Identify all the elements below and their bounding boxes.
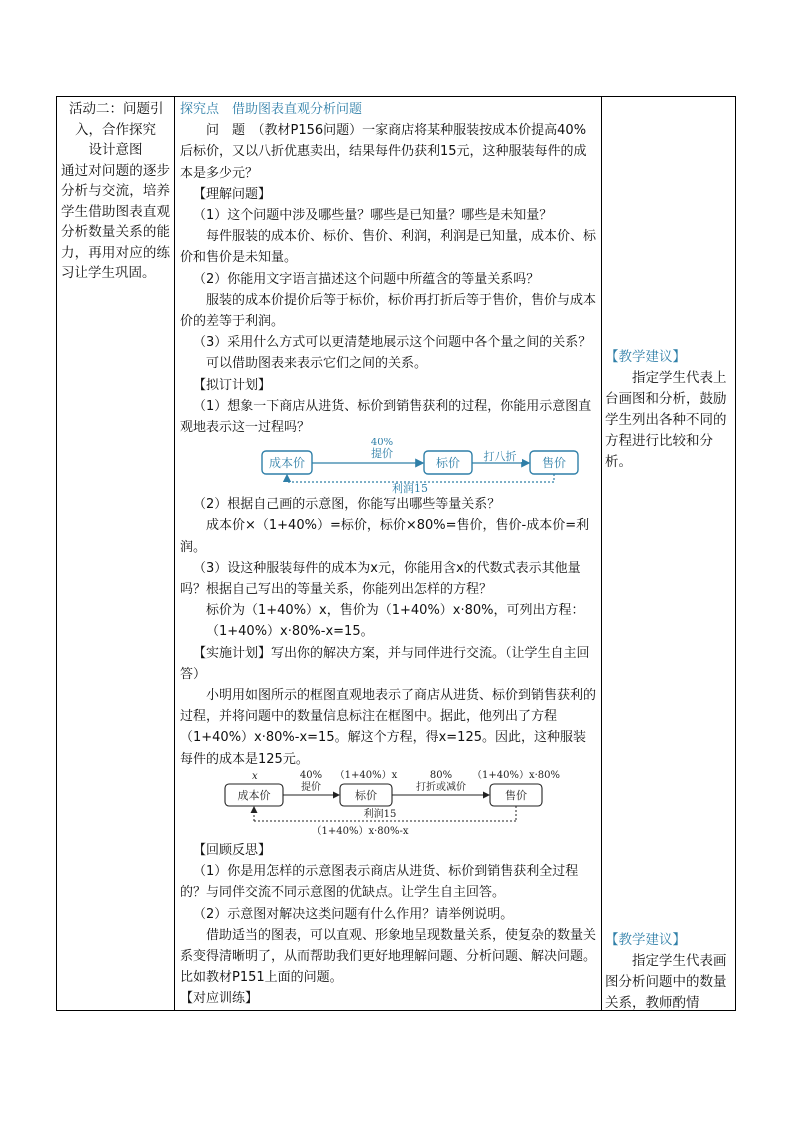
answer-3: 可以借助图表来表示它们之间的关系。 xyxy=(206,356,428,372)
cost-label: 成本价 xyxy=(268,456,306,471)
plan-answer-3: 标价为（1+40%）x，售价为（1+40%）x·80%，可列出方程： xyxy=(206,603,585,619)
suggestion-column xyxy=(601,97,737,1010)
review-title: 【回顾反思】 xyxy=(193,842,272,858)
design-intent-text: 通过对问题的逐步分析与交流，培养学生借助图表直观分析数量关系的能力，再用对应的练习让学生巩固。 xyxy=(61,162,170,281)
suggestion-block-1 xyxy=(605,347,733,473)
section-heading: 探究点 借助图表直观分析问题 xyxy=(180,102,363,117)
suggestion-text-1: 指定学生代表上台画图和分析，鼓励学生列出各种不同的方程进行比较和分析。 xyxy=(605,370,727,470)
list-price-label: 标价 xyxy=(355,788,377,802)
review-question-1: （1）你是用怎样的示意图表示商店从进货、标价到销售获利全过程的？与同伴交流不同示意图的优缺点。让学生自主回答。 xyxy=(180,864,579,901)
implement-text: 写出你的解决方案，并与同伴进行交流。（让学生自主回答） xyxy=(180,645,590,682)
sale-price-label: 售价 xyxy=(505,788,527,802)
suggestion-title-2: 【教学建议】 xyxy=(605,932,686,948)
plan-answer-2: 成本价×（1+40%）=标价，标价×80%=售价，售价-成本价=利润。 xyxy=(180,518,590,555)
activity-column xyxy=(57,97,174,1010)
practice-title: 【对应训练】 xyxy=(180,991,259,1007)
raise-percent: 40% xyxy=(370,438,394,449)
profit-label: 利润15 xyxy=(363,808,397,820)
design-intent-title: 设计意图 xyxy=(88,142,143,158)
answer-2: 服装的成本价提价后等于标价，标价再打折后等于售价，售价与成本价的差等于利润。 xyxy=(180,292,597,330)
suggestion-title-1: 【教学建议】 xyxy=(605,349,686,365)
activity-title-line2: 入，合作探究 xyxy=(75,121,156,138)
answer-1: 每件服装的成本价、标价、售价、利润，利润是已知量，成本价、标价和售价是未知量。 xyxy=(180,229,597,266)
cost-var: x xyxy=(252,770,258,782)
discount-percent: 80% xyxy=(429,769,453,781)
plan-question-1: （1）想象一下商店从进货、标价到销售获利的过程，你能用示意图直观地表示这一过程吗？ xyxy=(180,398,592,436)
lesson-table xyxy=(56,96,736,1011)
suggestion-block-2 xyxy=(605,930,733,1014)
raise-label: 提价 xyxy=(371,447,393,461)
list-price-label: 标价 xyxy=(435,456,461,471)
profit-label: 利润15 xyxy=(392,482,428,495)
discount-label: 打折或减价 xyxy=(416,781,466,793)
implement-paragraph xyxy=(180,643,596,685)
understand-title: 【理解问题】 xyxy=(193,186,272,202)
flow-diagram-2 xyxy=(180,770,595,840)
raise-percent: 40% xyxy=(299,769,323,781)
activity-title-line1: 活动二：问题引 xyxy=(69,101,164,117)
review-answer: 借助适当的图表，可以直观、形象地呈现数量关系，使复杂的数量关系变得清晰明了，从而帮助我们更好地理解问题、分析问题、解决问题。比如教材P151上面的问题。 xyxy=(180,927,597,986)
raise-label: 提价 xyxy=(301,781,321,793)
plan-title: 【拟订计划】 xyxy=(193,377,272,393)
flow-diagram-1 xyxy=(180,438,595,494)
suggestion-text-2: 指定学生代表画图分析问题中的数量关系，教师酌情 xyxy=(605,953,727,1011)
equation: （1+40%）x·80%-x=15。 xyxy=(206,624,374,640)
question-1: （1）这个问题中涉及哪些量？哪些是已知量？哪些是未知量？ xyxy=(193,208,553,224)
problem-statement: 问 题 （教材P156问题）一家商店将某种服装按成本价提高40%后标价，又以八折优惠卖出，结果每件仍获利15元，这种服装每件的成本是多少元？ xyxy=(180,123,587,181)
list-price-expr: （1+40%）x xyxy=(334,769,398,781)
discount-label: 打八折 xyxy=(483,450,517,464)
review-question-2: （2）示意图对解决这类问题有什么作用？请举例说明。 xyxy=(193,906,514,922)
profit-expr: （1+40%）x·80%-x xyxy=(311,825,409,837)
plan-question-2: （2）根据自己画的示意图，你能写出哪些等量关系？ xyxy=(193,497,501,513)
question-3: （3）采用什么方式可以更清楚地展示这个问题中各个量之间的关系？ xyxy=(193,335,592,351)
solution-paragraph: 小明用如图所示的框图直观地表示了商店从进货、标价到销售获利的过程，并将问题中的数量信息标注在框图中。据此，他列出了方程（1+40%）x·80%-x=15。解这个方程，得x=125。因此，这种服装每件的成本是125元。 xyxy=(180,688,597,767)
content-column xyxy=(174,97,601,1010)
implement-title: 【实施计划】 xyxy=(193,645,272,661)
cost-label: 成本价 xyxy=(237,788,271,802)
sale-price-label: 售价 xyxy=(541,456,567,471)
sale-price-expr: （1+40%）x·80% xyxy=(471,769,561,781)
plan-question-3: （3）设这种服装每件的成本为x元，你能用含x的代数式表示其他量吗？根据自己写出的等量关系，你能列出怎样的方程？ xyxy=(180,560,581,598)
question-2: （2）你能用文字语言描述这个问题中所蕴含的等量关系吗？ xyxy=(193,271,540,287)
